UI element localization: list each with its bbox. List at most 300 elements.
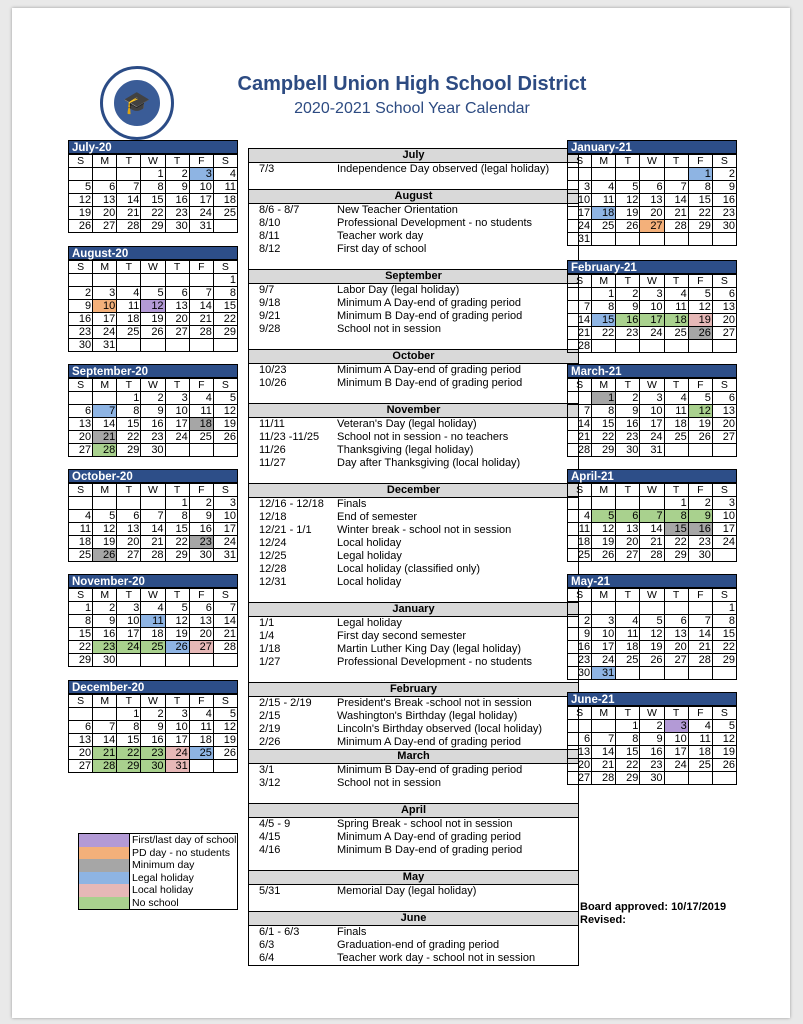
event-date: 11/11 — [259, 418, 285, 430]
day-header: T — [117, 589, 141, 602]
day-cell: 8 — [592, 301, 616, 314]
day-cell: 25 — [568, 549, 592, 562]
event-description: Minimum A Day-end of grading period — [337, 364, 522, 376]
event-date: 2/26 — [259, 736, 281, 748]
week-row — [568, 510, 737, 523]
day-cell: 16 — [93, 628, 117, 641]
event-date: 2/19 — [259, 723, 281, 735]
month-grid — [567, 483, 737, 562]
event-row — [249, 230, 578, 243]
day-cell: 6 — [712, 288, 736, 301]
day-cell: 30 — [141, 444, 165, 457]
day-cell: 23 — [93, 641, 117, 654]
day-cell: 2 — [189, 497, 213, 510]
day-cell — [568, 168, 592, 181]
event-date: 1/18 — [259, 643, 281, 655]
event-row — [249, 939, 578, 952]
event-spacer — [249, 256, 578, 269]
day-header: T — [165, 261, 189, 274]
event-date: 6/3 — [259, 939, 275, 951]
event-description: Independence Day observed (legal holiday) — [337, 163, 550, 175]
day-cell: 25 — [213, 207, 237, 220]
legend-swatch — [79, 884, 130, 897]
legend-swatch — [79, 847, 130, 860]
day-cell: 26 — [616, 220, 640, 233]
day-cell: 13 — [712, 301, 736, 314]
day-cell: 22 — [117, 747, 141, 760]
day-cell: 16 — [165, 194, 189, 207]
event-month-header: August — [249, 189, 578, 204]
day-header: W — [141, 155, 165, 168]
day-cell: 22 — [592, 327, 616, 340]
day-cell: 27 — [616, 549, 640, 562]
event-month-header: June — [249, 911, 578, 926]
day-header: T — [117, 695, 141, 708]
day-cell: 14 — [664, 194, 688, 207]
event-date: 3/12 — [259, 777, 281, 789]
day-cell: 29 — [712, 654, 736, 667]
day-cell — [141, 497, 165, 510]
day-cell: 4 — [141, 602, 165, 615]
day-cell: 9 — [712, 181, 736, 194]
event-month-header: October — [249, 349, 578, 364]
week-row — [568, 667, 737, 680]
day-cell: 28 — [592, 772, 616, 785]
month-title: May-21 — [567, 574, 737, 588]
event-date: 12/24 — [259, 537, 287, 549]
day-header: W — [640, 707, 664, 720]
day-cell — [592, 340, 616, 353]
day-cell: 2 — [616, 392, 640, 405]
event-date: 6/1 - 6/3 — [259, 926, 300, 938]
day-cell: 26 — [69, 220, 93, 233]
day-header: S — [568, 589, 592, 602]
event-spacer — [249, 336, 578, 349]
day-cell — [616, 233, 640, 246]
day-cell: 8 — [117, 405, 141, 418]
day-header: W — [141, 589, 165, 602]
day-cell: 31 — [592, 667, 616, 680]
day-header: F — [189, 695, 213, 708]
day-cell — [664, 772, 688, 785]
day-cell: 29 — [69, 654, 93, 667]
week-row — [69, 708, 238, 721]
day-cell: 5 — [688, 392, 712, 405]
day-cell: 30 — [141, 760, 165, 773]
day-cell: 7 — [93, 405, 117, 418]
day-cell — [165, 654, 189, 667]
day-cell: 26 — [688, 431, 712, 444]
day-cell: 4 — [568, 510, 592, 523]
event-month-header: May — [249, 870, 578, 885]
day-header: S — [69, 695, 93, 708]
day-cell: 12 — [69, 194, 93, 207]
day-cell: 14 — [93, 734, 117, 747]
week-row — [568, 233, 737, 246]
day-cell: 13 — [568, 746, 592, 759]
event-date: 4/15 — [259, 831, 281, 843]
event-spacer — [249, 790, 578, 803]
month-calendar — [567, 692, 737, 785]
event-description: Minimum A Day-end of grading period — [337, 736, 522, 748]
event-date: 4/16 — [259, 844, 281, 856]
day-cell: 18 — [117, 313, 141, 326]
week-row — [69, 615, 238, 628]
day-cell: 24 — [93, 326, 117, 339]
day-cell: 10 — [712, 510, 736, 523]
day-cell: 14 — [141, 523, 165, 536]
day-cell: 25 — [117, 326, 141, 339]
day-cell: 16 — [616, 314, 640, 327]
day-cell: 28 — [189, 326, 213, 339]
month-grid — [68, 260, 238, 352]
event-row — [249, 377, 578, 390]
day-header: S — [712, 275, 736, 288]
day-header: T — [165, 695, 189, 708]
day-cell: 6 — [664, 615, 688, 628]
day-cell — [568, 602, 592, 615]
event-description: School not in session - no teachers — [337, 431, 509, 443]
day-cell: 13 — [616, 523, 640, 536]
event-description: Teacher work day - school not in session — [337, 952, 536, 964]
day-cell: 28 — [568, 340, 592, 353]
day-cell — [664, 233, 688, 246]
day-cell — [712, 233, 736, 246]
day-cell: 24 — [165, 431, 189, 444]
day-header: W — [640, 484, 664, 497]
day-cell: 14 — [688, 628, 712, 641]
day-header: W — [640, 155, 664, 168]
day-header: F — [688, 707, 712, 720]
day-cell: 9 — [616, 301, 640, 314]
week-row — [568, 746, 737, 759]
day-cell: 16 — [141, 734, 165, 747]
day-cell: 11 — [664, 405, 688, 418]
day-cell: 1 — [213, 274, 237, 287]
event-row — [249, 284, 578, 297]
day-cell: 20 — [712, 314, 736, 327]
day-cell: 5 — [640, 615, 664, 628]
legend-item — [79, 897, 237, 910]
day-cell: 23 — [688, 536, 712, 549]
month-title: August-20 — [68, 246, 238, 260]
day-cell: 14 — [568, 314, 592, 327]
day-header: T — [616, 589, 640, 602]
day-cell: 28 — [640, 549, 664, 562]
events-list — [248, 148, 579, 966]
day-cell — [93, 708, 117, 721]
day-header: F — [688, 379, 712, 392]
event-date: 8/12 — [259, 243, 281, 255]
day-cell: 12 — [592, 523, 616, 536]
day-cell: 12 — [93, 523, 117, 536]
day-cell: 27 — [664, 654, 688, 667]
day-cell: 18 — [189, 734, 213, 747]
day-cell — [568, 497, 592, 510]
day-cell: 2 — [93, 602, 117, 615]
event-row — [249, 656, 578, 669]
event-row — [249, 926, 578, 939]
day-header: S — [712, 589, 736, 602]
day-cell: 21 — [93, 431, 117, 444]
day-header: M — [592, 275, 616, 288]
week-row — [69, 549, 238, 562]
day-cell: 4 — [664, 288, 688, 301]
day-cell — [568, 392, 592, 405]
day-header: T — [616, 379, 640, 392]
event-description: Legal holiday — [337, 550, 402, 562]
day-cell: 23 — [69, 326, 93, 339]
month-title: November-20 — [68, 574, 238, 588]
month-calendar — [68, 246, 238, 352]
legend-item — [79, 847, 237, 860]
day-cell: 23 — [141, 747, 165, 760]
day-cell: 27 — [69, 760, 93, 773]
day-cell: 27 — [640, 220, 664, 233]
day-cell: 19 — [712, 746, 736, 759]
month-calendar — [567, 140, 737, 246]
day-cell — [664, 168, 688, 181]
day-cell: 8 — [712, 615, 736, 628]
day-cell: 3 — [117, 602, 141, 615]
day-header: S — [568, 484, 592, 497]
day-cell: 26 — [712, 759, 736, 772]
day-cell: 3 — [165, 392, 189, 405]
day-header: S — [69, 379, 93, 392]
day-cell: 31 — [189, 220, 213, 233]
day-cell — [117, 168, 141, 181]
day-cell: 9 — [141, 405, 165, 418]
day-cell: 19 — [640, 641, 664, 654]
day-cell: 21 — [213, 628, 237, 641]
day-cell — [69, 168, 93, 181]
day-cell: 10 — [93, 300, 117, 313]
day-cell: 28 — [93, 444, 117, 457]
day-cell: 3 — [213, 497, 237, 510]
day-cell — [189, 654, 213, 667]
week-row — [568, 418, 737, 431]
day-cell: 30 — [616, 444, 640, 457]
day-cell — [213, 760, 237, 773]
event-row — [249, 217, 578, 230]
day-cell: 20 — [93, 207, 117, 220]
day-header: T — [165, 589, 189, 602]
day-header: F — [189, 379, 213, 392]
event-description: Local holiday — [337, 537, 402, 549]
week-row — [568, 628, 737, 641]
day-cell: 21 — [664, 207, 688, 220]
day-cell: 4 — [213, 168, 237, 181]
day-cell: 13 — [117, 523, 141, 536]
day-cell: 5 — [712, 720, 736, 733]
event-date: 1/1 — [259, 617, 275, 629]
day-cell: 12 — [712, 733, 736, 746]
day-cell: 31 — [93, 339, 117, 352]
day-cell — [640, 602, 664, 615]
day-cell: 7 — [664, 181, 688, 194]
day-cell: 7 — [688, 615, 712, 628]
event-row — [249, 524, 578, 537]
day-cell: 10 — [165, 721, 189, 734]
week-row — [69, 274, 238, 287]
week-row — [69, 194, 238, 207]
day-cell: 18 — [69, 536, 93, 549]
event-description: Spring Break - school not in session — [337, 818, 513, 830]
day-cell: 25 — [664, 431, 688, 444]
day-cell: 8 — [165, 510, 189, 523]
day-cell: 23 — [616, 327, 640, 340]
day-cell — [712, 340, 736, 353]
event-row — [249, 777, 578, 790]
day-header: W — [640, 589, 664, 602]
day-header: T — [117, 261, 141, 274]
day-cell: 23 — [165, 207, 189, 220]
day-cell: 11 — [688, 733, 712, 746]
week-row — [568, 615, 737, 628]
day-cell: 20 — [69, 431, 93, 444]
day-cell: 19 — [616, 207, 640, 220]
day-cell: 13 — [640, 194, 664, 207]
day-cell: 4 — [664, 392, 688, 405]
week-row — [69, 181, 238, 194]
day-header: S — [568, 379, 592, 392]
day-cell — [640, 340, 664, 353]
week-row — [568, 759, 737, 772]
day-cell: 18 — [592, 207, 616, 220]
month-calendar — [68, 574, 238, 667]
day-header: S — [69, 155, 93, 168]
day-header: S — [213, 155, 237, 168]
day-cell: 14 — [189, 300, 213, 313]
event-description: Lincoln's Birthday observed (local holiday) — [337, 723, 543, 735]
day-cell: 20 — [117, 536, 141, 549]
day-cell: 16 — [69, 313, 93, 326]
week-row — [568, 444, 737, 457]
legend-label: No school — [132, 896, 179, 909]
event-row — [249, 643, 578, 656]
event-description: Finals — [337, 926, 367, 938]
day-cell: 6 — [189, 602, 213, 615]
calendar-page — [12, 8, 790, 1018]
event-date: 8/11 — [259, 230, 280, 242]
event-row — [249, 511, 578, 524]
event-description: First day second semester — [337, 630, 466, 642]
day-cell — [69, 708, 93, 721]
legend-label: Legal holiday — [132, 871, 194, 884]
event-description: Teacher work day — [337, 230, 424, 242]
day-header: F — [688, 484, 712, 497]
week-row — [568, 431, 737, 444]
day-cell: 25 — [616, 654, 640, 667]
day-cell — [117, 274, 141, 287]
event-description: Thanksgiving (legal holiday) — [337, 444, 474, 456]
day-cell: 24 — [640, 431, 664, 444]
day-cell: 19 — [688, 418, 712, 431]
day-header: T — [616, 155, 640, 168]
day-cell: 27 — [117, 549, 141, 562]
day-cell: 11 — [189, 405, 213, 418]
week-row — [568, 641, 737, 654]
day-cell: 2 — [69, 287, 93, 300]
day-cell: 28 — [141, 549, 165, 562]
event-spacer — [249, 589, 578, 602]
event-row — [249, 297, 578, 310]
week-row — [568, 327, 737, 340]
day-cell: 25 — [592, 220, 616, 233]
day-cell: 9 — [93, 615, 117, 628]
week-row — [69, 721, 238, 734]
week-row — [69, 220, 238, 233]
day-cell: 30 — [688, 549, 712, 562]
day-header: T — [117, 155, 141, 168]
day-cell — [688, 233, 712, 246]
event-row — [249, 310, 578, 323]
day-cell: 19 — [141, 313, 165, 326]
week-row — [69, 431, 238, 444]
day-cell: 20 — [165, 313, 189, 326]
week-row — [568, 181, 737, 194]
day-cell: 21 — [640, 536, 664, 549]
day-cell — [141, 654, 165, 667]
day-cell: 27 — [712, 431, 736, 444]
day-header: S — [69, 484, 93, 497]
event-row — [249, 204, 578, 217]
month-grid — [567, 588, 737, 680]
day-cell: 25 — [141, 641, 165, 654]
day-header: S — [69, 589, 93, 602]
day-cell: 10 — [189, 181, 213, 194]
day-cell: 25 — [189, 431, 213, 444]
week-row — [69, 536, 238, 549]
event-date: 11/26 — [259, 444, 286, 456]
day-cell: 26 — [93, 549, 117, 562]
day-cell: 31 — [568, 233, 592, 246]
day-header: T — [165, 379, 189, 392]
day-cell: 8 — [69, 615, 93, 628]
day-cell: 12 — [688, 301, 712, 314]
month-calendar — [567, 260, 737, 353]
day-header: F — [688, 589, 712, 602]
event-description: Graduation-end of grading period — [337, 939, 500, 951]
day-header: M — [592, 589, 616, 602]
event-date: 4/5 - 9 — [259, 818, 291, 830]
month-calendar — [68, 364, 238, 457]
day-cell: 7 — [141, 510, 165, 523]
day-cell: 1 — [592, 288, 616, 301]
event-date: 2/15 - 2/19 — [259, 697, 312, 709]
event-row — [249, 323, 578, 336]
event-row — [249, 537, 578, 550]
day-cell: 12 — [141, 300, 165, 313]
event-date: 11/23 -11/25 — [259, 431, 320, 443]
day-cell: 8 — [141, 181, 165, 194]
day-cell: 16 — [640, 746, 664, 759]
event-description: School not in session — [337, 777, 441, 789]
day-cell: 17 — [117, 628, 141, 641]
day-cell: 29 — [165, 549, 189, 562]
day-cell: 17 — [592, 641, 616, 654]
day-cell — [592, 233, 616, 246]
day-cell — [117, 654, 141, 667]
day-cell: 1 — [117, 392, 141, 405]
day-cell: 22 — [688, 207, 712, 220]
day-header: T — [664, 589, 688, 602]
day-cell: 24 — [117, 641, 141, 654]
day-cell — [165, 274, 189, 287]
day-cell: 17 — [165, 734, 189, 747]
event-description: Legal holiday — [337, 617, 402, 629]
day-cell: 5 — [213, 708, 237, 721]
